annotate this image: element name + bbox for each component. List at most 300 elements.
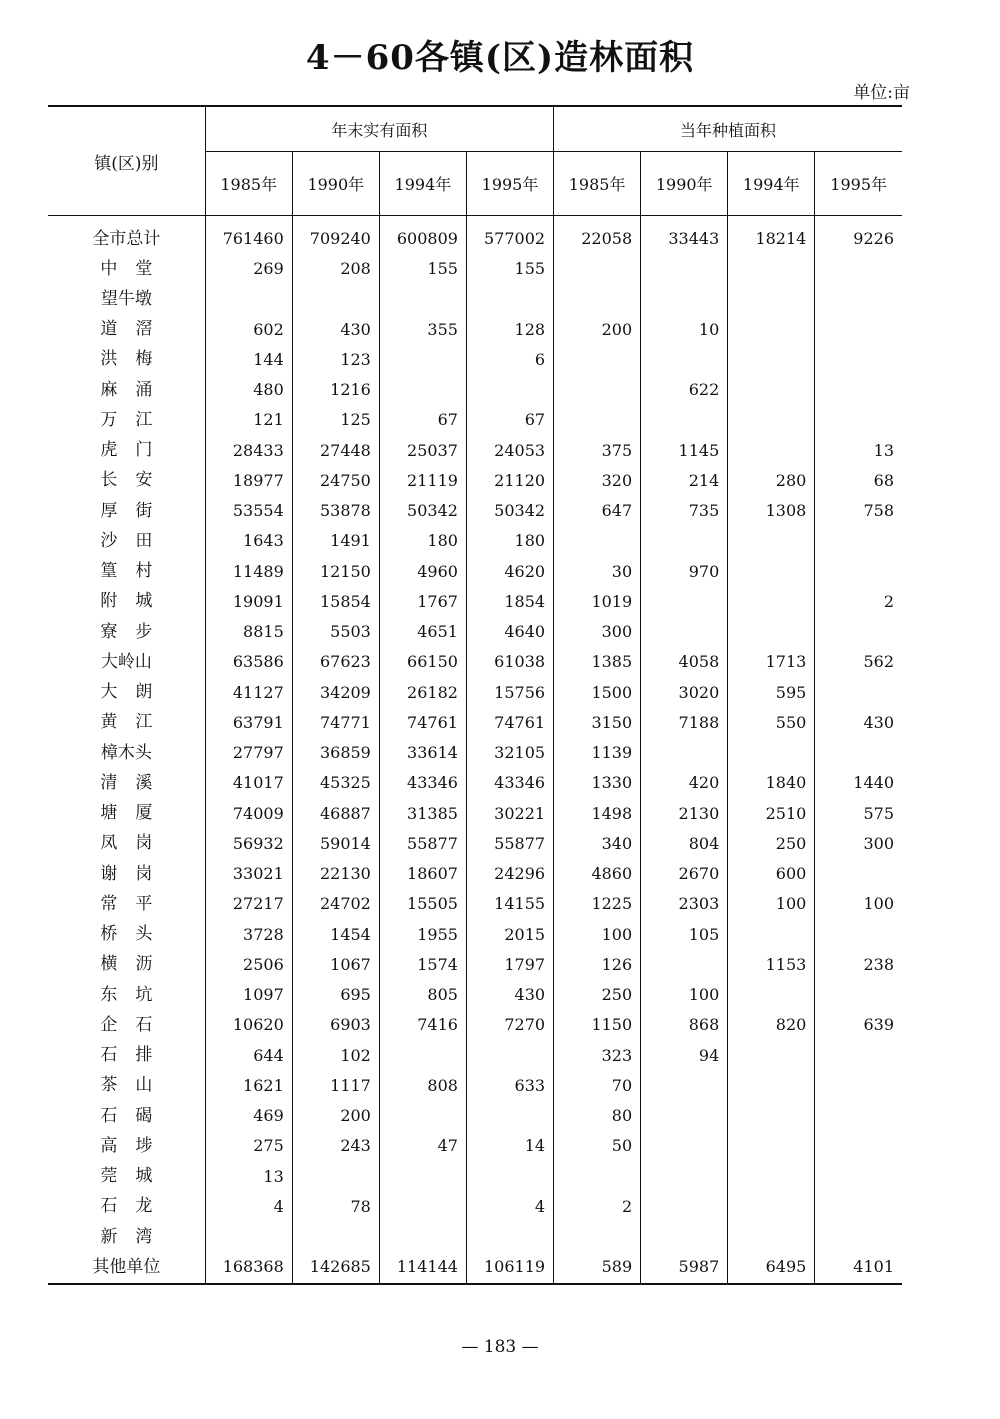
- value-cell: 123: [292, 345, 379, 375]
- value-cell: 66150: [379, 647, 466, 677]
- town-name: 新湾: [48, 1222, 205, 1252]
- value-cell: [728, 557, 815, 587]
- value-cell: 14: [466, 1131, 553, 1161]
- value-cell: [379, 1162, 466, 1192]
- value-cell: [815, 1071, 902, 1101]
- value-cell: 633: [466, 1071, 553, 1101]
- town-name: 篁村: [48, 557, 205, 587]
- value-cell: 3020: [641, 678, 728, 708]
- value-cell: 61038: [466, 647, 553, 677]
- value-cell: [641, 738, 728, 768]
- value-cell: 74771: [292, 708, 379, 738]
- value-cell: 1019: [554, 587, 641, 617]
- table-row: [48, 920, 902, 950]
- value-cell: 1643: [205, 526, 292, 556]
- value-cell: [815, 1101, 902, 1131]
- value-cell: [466, 1041, 553, 1071]
- value-cell: [379, 1192, 466, 1222]
- value-cell: 1308: [728, 496, 815, 526]
- value-cell: 622: [641, 375, 728, 405]
- town-name: 寮步: [48, 617, 205, 647]
- town-name: 常平: [48, 889, 205, 919]
- value-cell: [728, 980, 815, 1010]
- year-header-cell: 1995年: [466, 152, 553, 216]
- town-name: 洪梅: [48, 345, 205, 375]
- value-cell: 36859: [292, 738, 379, 768]
- value-cell: 74761: [466, 708, 553, 738]
- table-row: [48, 1041, 902, 1071]
- value-cell: 34209: [292, 678, 379, 708]
- value-cell: 53554: [205, 496, 292, 526]
- value-cell: [728, 1192, 815, 1222]
- value-cell: [641, 1131, 728, 1161]
- value-cell: 2015: [466, 920, 553, 950]
- value-cell: [815, 1131, 902, 1161]
- year-header-cell: 1994年: [379, 152, 466, 216]
- value-cell: 595: [728, 678, 815, 708]
- value-cell: 602: [205, 315, 292, 345]
- value-cell: 11489: [205, 557, 292, 587]
- value-cell: 55877: [379, 829, 466, 859]
- value-cell: 1797: [466, 950, 553, 980]
- table-row: [48, 284, 902, 314]
- town-name: 沙田: [48, 526, 205, 556]
- value-cell: 275: [205, 1131, 292, 1161]
- value-cell: 868: [641, 1010, 728, 1040]
- value-cell: [641, 587, 728, 617]
- value-cell: 3150: [554, 708, 641, 738]
- value-cell: 589: [554, 1252, 641, 1283]
- value-cell: [379, 1222, 466, 1252]
- value-cell: 761460: [205, 216, 292, 255]
- value-cell: 56932: [205, 829, 292, 859]
- table-row: [48, 738, 902, 768]
- value-cell: 31385: [379, 799, 466, 829]
- value-cell: 43346: [466, 768, 553, 798]
- value-cell: 21119: [379, 466, 466, 496]
- value-cell: 6495: [728, 1252, 815, 1283]
- value-cell: 355: [379, 315, 466, 345]
- value-cell: 600: [728, 859, 815, 889]
- value-cell: [815, 1222, 902, 1252]
- value-cell: [815, 1041, 902, 1071]
- table-row: [48, 587, 902, 617]
- value-cell: 430: [292, 315, 379, 345]
- value-cell: 121: [205, 405, 292, 435]
- value-cell: 47: [379, 1131, 466, 1161]
- value-cell: [554, 375, 641, 405]
- value-cell: [728, 345, 815, 375]
- value-cell: 2303: [641, 889, 728, 919]
- value-cell: 155: [466, 254, 553, 284]
- value-cell: 168368: [205, 1252, 292, 1283]
- value-cell: 6903: [292, 1010, 379, 1040]
- town-name: 塘厦: [48, 799, 205, 829]
- value-cell: [554, 405, 641, 435]
- value-cell: 12150: [292, 557, 379, 587]
- value-cell: [815, 526, 902, 556]
- town-name: 厚街: [48, 496, 205, 526]
- year-header-cell: 1985年: [554, 152, 641, 216]
- value-cell: 758: [863, 501, 894, 521]
- unit-label: 单位:亩: [853, 83, 910, 103]
- value-cell: 1621: [205, 1071, 292, 1101]
- value-cell: [466, 375, 553, 405]
- table-row: [48, 708, 902, 738]
- value-cell: 1117: [292, 1071, 379, 1101]
- value-cell: 644: [205, 1041, 292, 1071]
- town-name: 莞城: [48, 1162, 205, 1192]
- value-cell: 323: [554, 1041, 641, 1071]
- value-cell: 1440: [853, 773, 894, 793]
- town-name: 大岭山: [48, 647, 205, 677]
- town-name: 附城: [48, 587, 205, 617]
- table-row: [48, 315, 902, 345]
- table-row: [48, 1192, 902, 1222]
- value-cell: 4: [205, 1192, 292, 1222]
- value-cell: [815, 375, 902, 405]
- value-cell: 24702: [292, 889, 379, 919]
- value-cell: 27797: [205, 738, 292, 768]
- year-header-cell: 1985年: [205, 152, 292, 216]
- value-cell: [728, 1071, 815, 1101]
- value-cell: [641, 405, 728, 435]
- value-cell: 4620: [466, 557, 553, 587]
- value-cell: [641, 1222, 728, 1252]
- value-cell: [728, 254, 815, 284]
- value-cell: 100: [728, 889, 815, 919]
- value-cell: [728, 1041, 815, 1071]
- afforestation-table: [48, 105, 902, 1285]
- table-row: [48, 1071, 902, 1101]
- value-cell: 4960: [379, 557, 466, 587]
- table-row: [48, 496, 902, 526]
- value-cell: [554, 284, 641, 314]
- value-cell: [815, 1162, 902, 1192]
- value-cell: 1500: [554, 678, 641, 708]
- value-cell: 30221: [466, 799, 553, 829]
- value-cell: [815, 859, 902, 889]
- value-cell: 102: [292, 1041, 379, 1071]
- value-cell: [641, 1071, 728, 1101]
- value-cell: 5503: [292, 617, 379, 647]
- value-cell: [466, 1101, 553, 1131]
- value-cell: 1097: [205, 980, 292, 1010]
- value-cell: 100: [641, 980, 728, 1010]
- year-header-cell: 1995年: [815, 152, 902, 216]
- value-cell: 1840: [728, 768, 815, 798]
- value-cell: 55877: [466, 829, 553, 859]
- value-cell: 70: [554, 1071, 641, 1101]
- value-cell: 420: [641, 768, 728, 798]
- value-cell: 18977: [205, 466, 292, 496]
- value-cell: 300: [554, 617, 641, 647]
- value-cell: 480: [205, 375, 292, 405]
- town-name: 望牛墩: [48, 284, 205, 314]
- value-cell: 24750: [292, 466, 379, 496]
- year-header-cell: 1990年: [641, 152, 728, 216]
- value-cell: 43346: [379, 768, 466, 798]
- value-cell: 24053: [466, 436, 553, 466]
- table-row: [48, 466, 902, 496]
- town-name: 道滘: [48, 315, 205, 345]
- value-cell: 2506: [205, 950, 292, 980]
- value-cell: [641, 1162, 728, 1192]
- value-cell: 50: [554, 1131, 641, 1161]
- value-cell: [728, 1162, 815, 1192]
- value-cell: 114144: [379, 1252, 466, 1283]
- value-cell: 24296: [466, 859, 553, 889]
- value-cell: 1385: [554, 647, 641, 677]
- town-name: 企石: [48, 1010, 205, 1040]
- value-cell: 970: [641, 557, 728, 587]
- table-row: [48, 526, 902, 556]
- value-cell: [815, 980, 902, 1010]
- value-cell: 7270: [466, 1010, 553, 1040]
- value-cell: [728, 920, 815, 950]
- value-cell: [205, 1222, 292, 1252]
- value-cell: [554, 1222, 641, 1252]
- value-cell: 550: [728, 708, 815, 738]
- value-cell: 577002: [466, 216, 553, 255]
- year-header-cell: 1994年: [728, 152, 815, 216]
- value-cell: 214: [641, 466, 728, 496]
- value-cell: 4640: [466, 617, 553, 647]
- table-row: [48, 647, 902, 677]
- value-cell: 7188: [641, 708, 728, 738]
- town-name: 谢岗: [48, 859, 205, 889]
- value-cell: 2: [554, 1192, 641, 1222]
- value-cell: 1491: [292, 526, 379, 556]
- value-cell: 200: [292, 1101, 379, 1131]
- value-cell: 1767: [379, 587, 466, 617]
- value-cell: 155: [379, 254, 466, 284]
- value-cell: 8815: [205, 617, 292, 647]
- value-cell: [815, 920, 902, 950]
- town-name: 东坑: [48, 980, 205, 1010]
- value-cell: 80: [554, 1101, 641, 1131]
- value-cell: 2: [883, 591, 894, 611]
- value-cell: 243: [292, 1131, 379, 1161]
- value-cell: 575: [863, 803, 894, 823]
- value-cell: [815, 678, 902, 708]
- value-cell: 1150: [554, 1010, 641, 1040]
- value-cell: 6: [466, 345, 553, 375]
- value-cell: 67623: [292, 647, 379, 677]
- value-cell: 250: [554, 980, 641, 1010]
- value-cell: 22058: [554, 216, 641, 255]
- page-number: — 183 —: [461, 1337, 539, 1357]
- value-cell: 67: [379, 405, 466, 435]
- value-cell: 5987: [641, 1252, 728, 1283]
- town-name: 麻涌: [48, 375, 205, 405]
- value-cell: 74761: [379, 708, 466, 738]
- value-cell: 13: [205, 1162, 292, 1192]
- value-cell: [379, 1041, 466, 1071]
- value-cell: 695: [292, 980, 379, 1010]
- value-cell: [728, 617, 815, 647]
- value-cell: 30: [554, 557, 641, 587]
- value-cell: 63791: [205, 708, 292, 738]
- value-cell: 1330: [554, 768, 641, 798]
- town-name: 其他单位: [48, 1252, 205, 1283]
- value-cell: [728, 587, 815, 617]
- value-cell: [728, 375, 815, 405]
- page-title: 4－60各镇(区)造林面积: [305, 38, 695, 78]
- value-cell: 1574: [379, 950, 466, 980]
- value-cell: 208: [292, 254, 379, 284]
- value-cell: [379, 375, 466, 405]
- town-name: 虎门: [48, 436, 205, 466]
- table-row: [48, 617, 902, 647]
- value-cell: [728, 1131, 815, 1161]
- value-cell: 144: [205, 345, 292, 375]
- value-cell: 820: [728, 1010, 815, 1040]
- value-cell: 94: [641, 1041, 728, 1071]
- value-cell: 14155: [466, 889, 553, 919]
- table-row: [48, 980, 902, 1010]
- value-cell: 1854: [466, 587, 553, 617]
- value-cell: [292, 1222, 379, 1252]
- value-cell: 1153: [728, 950, 815, 980]
- value-cell: [466, 284, 553, 314]
- value-cell: 21120: [466, 466, 553, 496]
- value-cell: 7416: [379, 1010, 466, 1040]
- value-cell: 469: [205, 1101, 292, 1131]
- town-name: 高埗: [48, 1131, 205, 1161]
- value-cell: 50342: [379, 496, 466, 526]
- value-cell: 250: [728, 829, 815, 859]
- value-cell: [466, 1222, 553, 1252]
- value-cell: [641, 526, 728, 556]
- value-cell: 41017: [205, 768, 292, 798]
- value-cell: [815, 405, 902, 435]
- value-cell: [728, 436, 815, 466]
- value-cell: 430: [466, 980, 553, 1010]
- value-cell: 430: [863, 712, 894, 732]
- value-cell: 53878: [292, 496, 379, 526]
- value-cell: [641, 1101, 728, 1131]
- town-name: 茶山: [48, 1071, 205, 1101]
- value-cell: [554, 254, 641, 284]
- value-cell: 4: [466, 1192, 553, 1222]
- value-cell: [292, 1162, 379, 1192]
- value-cell: 45325: [292, 768, 379, 798]
- value-cell: [641, 1192, 728, 1222]
- town-name: 凤岗: [48, 829, 205, 859]
- table-row: [48, 375, 902, 405]
- town-name: 樟木头: [48, 738, 205, 768]
- value-cell: 33021: [205, 859, 292, 889]
- value-cell: 1139: [554, 738, 641, 768]
- value-cell: 269: [205, 254, 292, 284]
- value-cell: 63586: [205, 647, 292, 677]
- value-cell: 2130: [641, 799, 728, 829]
- value-cell: [815, 345, 902, 375]
- value-cell: 15505: [379, 889, 466, 919]
- value-cell: [815, 284, 902, 314]
- value-cell: 10: [641, 315, 728, 345]
- value-cell: [554, 345, 641, 375]
- town-name: 石排: [48, 1041, 205, 1071]
- value-cell: 180: [379, 526, 466, 556]
- value-cell: [728, 1101, 815, 1131]
- value-cell: 1216: [292, 375, 379, 405]
- value-cell: 78: [292, 1192, 379, 1222]
- value-cell: 1067: [292, 950, 379, 980]
- group-header-year-end: 年末实有面积: [205, 106, 553, 152]
- table-row: [48, 678, 902, 708]
- value-cell: 25037: [379, 436, 466, 466]
- value-cell: 128: [466, 315, 553, 345]
- table-row: [48, 1010, 902, 1040]
- value-cell: 50342: [466, 496, 553, 526]
- value-cell: 2510: [728, 799, 815, 829]
- town-name: 石碣: [48, 1101, 205, 1131]
- value-cell: [815, 557, 902, 587]
- value-cell: 68: [873, 470, 894, 490]
- table-row: [48, 436, 902, 466]
- value-cell: 1498: [554, 799, 641, 829]
- value-cell: 41127: [205, 678, 292, 708]
- value-cell: 126: [554, 950, 641, 980]
- value-cell: [379, 284, 466, 314]
- town-name: 清溪: [48, 768, 205, 798]
- table-row: [48, 557, 902, 587]
- value-cell: 735: [641, 496, 728, 526]
- value-cell: [379, 345, 466, 375]
- value-cell: 647: [554, 496, 641, 526]
- value-cell: 4651: [379, 617, 466, 647]
- table-row: [48, 950, 902, 980]
- row-header: 镇(区)别: [48, 106, 205, 216]
- value-cell: [815, 254, 902, 284]
- value-cell: [205, 284, 292, 314]
- value-cell: 22130: [292, 859, 379, 889]
- value-cell: 28433: [205, 436, 292, 466]
- town-name: 中堂: [48, 254, 205, 284]
- table-row: [48, 889, 902, 919]
- table-row: [48, 1222, 902, 1252]
- group-header-planted: 当年种植面积: [554, 106, 902, 152]
- value-cell: 27448: [292, 436, 379, 466]
- table-row: [48, 1131, 902, 1161]
- table-row: [48, 829, 902, 859]
- value-cell: 375: [554, 436, 641, 466]
- value-cell: 340: [554, 829, 641, 859]
- table-row: [48, 1162, 902, 1192]
- value-cell: 2670: [641, 859, 728, 889]
- value-cell: 1145: [641, 436, 728, 466]
- value-cell: 106119: [466, 1252, 553, 1283]
- value-cell: 18214: [728, 216, 815, 255]
- value-cell: [728, 315, 815, 345]
- value-cell: 74009: [205, 799, 292, 829]
- value-cell: 3728: [205, 920, 292, 950]
- table-row: [48, 768, 902, 798]
- table-row: [48, 405, 902, 435]
- value-cell: 4101: [853, 1257, 894, 1277]
- town-name: 横沥: [48, 950, 205, 980]
- value-cell: [815, 315, 902, 345]
- value-cell: [641, 950, 728, 980]
- value-cell: 100: [554, 920, 641, 950]
- value-cell: 180: [466, 526, 553, 556]
- town-name: 全市总计: [48, 216, 205, 255]
- table-row: [48, 859, 902, 889]
- value-cell: 100: [863, 894, 894, 914]
- value-cell: 33614: [379, 738, 466, 768]
